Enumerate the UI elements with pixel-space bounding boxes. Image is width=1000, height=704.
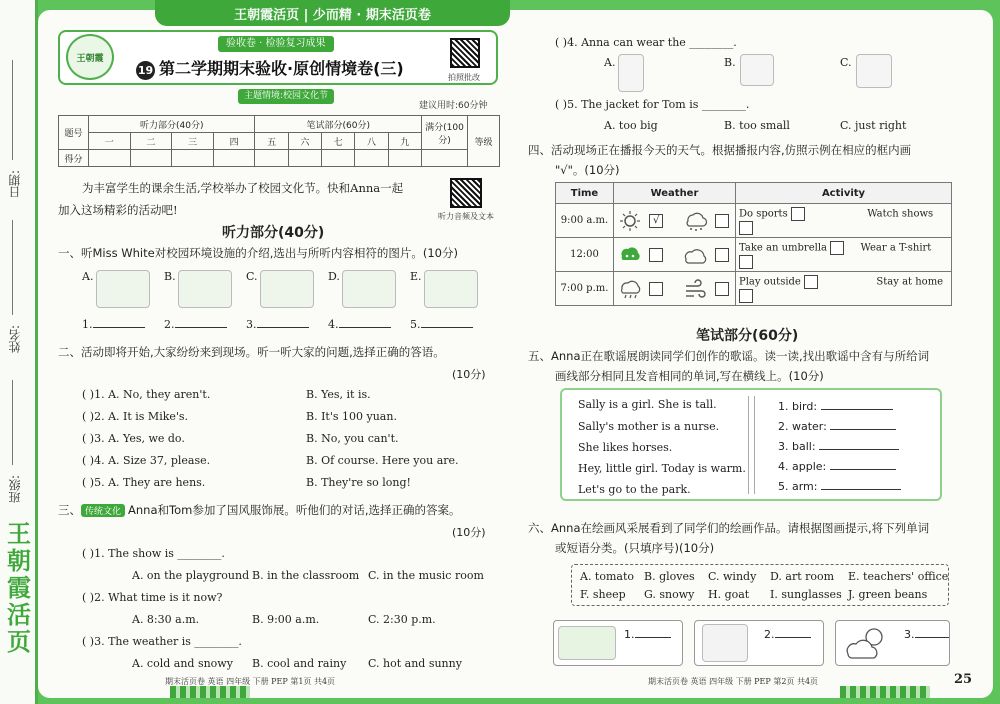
word-bank-item: H. goat: [708, 588, 750, 601]
word-answer-1[interactable]: [778, 400, 893, 413]
q3-item-1-a: A. on the playground: [132, 569, 250, 582]
word-answer-3[interactable]: [778, 440, 899, 453]
time-cell: 7:00 p.m.: [556, 272, 614, 306]
q1-answer-1[interactable]: [82, 318, 145, 331]
q3-item-4-b: B.: [724, 56, 736, 69]
score-header-number: 题号: [59, 116, 89, 150]
q3-item-4[interactable]: ( )4. Anna can wear the ________.: [555, 36, 737, 49]
q1-letter-c: C.: [246, 270, 258, 283]
score-cell[interactable]: [422, 150, 468, 167]
time-suggestion: 建议用时:60分钟: [419, 101, 488, 111]
activity-1: Do sports: [739, 208, 788, 219]
q3-item-5[interactable]: ( )5. The jacket for Tom is ________.: [555, 98, 750, 111]
tshirt-image: [740, 54, 774, 86]
score-header-full: 满分(100分): [422, 116, 468, 150]
score-cell[interactable]: [322, 150, 355, 167]
picture-cow-image: [702, 624, 748, 662]
q3-points: (10分): [452, 526, 486, 539]
activity-1: Take an umbrella: [739, 242, 827, 253]
q3-item-3-c: C. hot and sunny: [368, 657, 462, 670]
weather-table: [555, 182, 952, 306]
weather-header-time: Time: [556, 183, 614, 204]
q1-title: 一、听Miss White对校园环境设施的介绍,选出与所听内容相符的图片。(10分): [58, 246, 458, 260]
classify-num: 2.: [764, 628, 775, 641]
q2-item-4-a[interactable]: ( )4. A. Size 37, please.: [82, 454, 211, 467]
weather-cell: [614, 272, 736, 306]
word-label: 2. water:: [778, 420, 827, 433]
song-line-5: Let's go to the park.: [578, 483, 691, 496]
date-line: [12, 60, 13, 160]
sub-tag: 验收卷 · 检验复习成果: [218, 36, 334, 52]
score-header-writing: 笔试部分(60分): [255, 116, 422, 133]
score-col: 七: [322, 133, 355, 150]
q3-item-3[interactable]: ( )3. The weather is ________.: [82, 635, 242, 648]
q2-item-5-a[interactable]: ( )5. A. They are hens.: [82, 476, 206, 489]
sunny-icon: [617, 210, 643, 232]
q3-title: [58, 502, 460, 518]
score-col: 三: [172, 133, 214, 150]
score-row-label: 得分: [59, 150, 89, 167]
song-line-3: She likes horses.: [578, 441, 673, 454]
checkbox-take-umbrella[interactable]: [830, 241, 844, 255]
date-label: 日期:: [8, 170, 22, 199]
word-bank-item: C. windy: [708, 570, 757, 583]
sidebar-brand: 王朝霞活页: [7, 519, 31, 656]
word-answer-4[interactable]: [778, 460, 896, 473]
score-cell[interactable]: [355, 150, 388, 167]
picture-scene-e: [424, 270, 478, 308]
q5-title-1: 五、Anna正在歌谣展朗读同学们创作的歌谣。读一读,找出歌谣中含有与所给词: [528, 349, 930, 363]
q3-item-2[interactable]: ( )2. What time is it now?: [82, 591, 223, 604]
cloudy-icon: [682, 244, 708, 266]
q2-item-3-b: B. No, you can't.: [306, 432, 399, 445]
word-bank-item: J. green beans: [848, 588, 928, 601]
theme-tag: 主题情境:校园文化节: [238, 89, 334, 104]
weather-header-weather: Weather: [614, 183, 736, 204]
q6-title-1: 六、Anna在绘画风采展看到了同学们的绘画作品。请根据图画提示,将下列单词: [528, 521, 930, 535]
checkbox-stay-home[interactable]: [739, 289, 753, 303]
word-label: 5. arm:: [778, 480, 818, 493]
qr-code-audio: [450, 178, 482, 208]
exam-title-text: 第二学期期末验收·原创情境卷(三): [159, 59, 404, 78]
word-answer-2[interactable]: [778, 420, 896, 433]
exam-title: [136, 56, 436, 80]
weather-cell: [614, 204, 736, 238]
classify-num: 1.: [624, 628, 635, 641]
q3-item-2-a: A. 8:30 a.m.: [132, 613, 200, 626]
q3-item-5-a: A. too big: [604, 119, 658, 132]
hanfu-robe-image: [618, 54, 644, 92]
q1-letter-b: B.: [164, 270, 176, 283]
activity-cell: [736, 238, 952, 272]
deco-bar-left: [170, 686, 250, 698]
q1-letter-e: E.: [410, 270, 422, 283]
q4-title-1: 四、活动现场正在播报今天的天气。根据播报内容,仿照示例在相应的框内画: [528, 143, 912, 157]
intro-line1: 为丰富学生的课余生活,学校举办了校园文化节。快和Anna一起: [82, 181, 404, 195]
q2-item-5-b: B. They're so long!: [306, 476, 411, 489]
exam-number: 19: [136, 61, 155, 80]
activity-1: Play outside: [739, 276, 801, 287]
score-col: 一: [89, 133, 131, 150]
brand-band: 王朝霞活页 | 少而精 · 期末活页卷: [155, 0, 510, 26]
class-line: [12, 380, 13, 465]
classify-answer-1[interactable]: [624, 628, 671, 641]
qr-label-audio: 听力音频及文本: [438, 212, 494, 221]
score-cell[interactable]: [213, 150, 255, 167]
q3-item-3-b: B. cool and rainy: [252, 657, 347, 670]
q4-title-2: "√"。(10分): [555, 163, 620, 177]
q3-item-4-a: A.: [604, 56, 616, 69]
footer-left: 期末活页卷 英语 四年级 下册 PEP 第1页 共4页: [165, 677, 336, 686]
checkbox-wear-tshirt[interactable]: [739, 255, 753, 269]
activity-2: Stay at home: [876, 276, 944, 287]
intro-line2: 加入这场精彩的活动吧!: [58, 203, 178, 217]
score-cell[interactable]: [130, 150, 172, 167]
footer-right: 期末活页卷 英语 四年级 下册 PEP 第2页 共4页: [648, 677, 819, 686]
score-col: 六: [288, 133, 321, 150]
q1-answer-4[interactable]: [328, 318, 391, 331]
activity-2: Wear a T-shirt: [860, 242, 932, 253]
q1-num: 5.: [410, 318, 421, 331]
q3-item-1-b: B. in the classroom: [252, 569, 360, 582]
time-cell: 12:00: [556, 238, 614, 272]
name-line: [12, 220, 13, 315]
q2-item-2-a[interactable]: ( )2. A. It is Mike's.: [82, 410, 189, 423]
word-bank-item: I. sunglasses: [770, 588, 842, 601]
weather-cell: [614, 238, 736, 272]
song-line-2: Sally's mother is a nurse.: [578, 420, 720, 433]
classify-answer-3[interactable]: [904, 628, 949, 641]
score-cell[interactable]: [255, 150, 288, 167]
q3-title-text: Anna和Tom参加了国风服饰展。听他们的对话,选择正确的答案。: [128, 503, 461, 517]
listening-heading: 听力部分(40分): [222, 225, 325, 241]
q3-item-5-c: C. just right: [840, 119, 907, 132]
score-header-grade: 等级: [468, 116, 500, 167]
score-cell[interactable]: [89, 150, 131, 167]
word-answer-5[interactable]: [778, 480, 901, 493]
q3-item-1-c: C. in the music room: [368, 569, 484, 582]
picture-sign-image: [558, 626, 616, 660]
score-col: 四: [213, 133, 255, 150]
word-bank-item: D. art room: [770, 570, 835, 583]
activity-cell: [736, 204, 952, 238]
windy-icon: [682, 278, 708, 300]
score-header-listening: 听力部分(40分): [89, 116, 255, 133]
q2-item-2-b: B. It's 100 yuan.: [306, 410, 397, 423]
q3-item-5-b: B. too small: [724, 119, 790, 132]
qr-code-grading: [450, 38, 480, 68]
word-bank-item: A. tomato: [580, 570, 635, 583]
checkbox-watch-shows[interactable]: [739, 221, 753, 235]
rain-cloud-icon: [617, 244, 643, 266]
word-bank-item: E. teachers' office: [848, 570, 949, 583]
word-label: 1. bird:: [778, 400, 818, 413]
classify-num: 3.: [904, 628, 915, 641]
song-line-4: Hey, little girl. Today is warm.: [578, 462, 746, 475]
score-col: 八: [355, 133, 388, 150]
checkbox-cloudy[interactable]: [715, 248, 729, 262]
picture-scene-c: [260, 270, 314, 308]
checkbox-play-outside[interactable]: [804, 275, 818, 289]
checkbox-rainy[interactable]: [715, 214, 729, 228]
q1-letter-a: A.: [82, 270, 94, 283]
checkbox-do-sports[interactable]: [791, 207, 805, 221]
rainy-icon: [617, 278, 643, 300]
picture-cloud-sun-image: [842, 624, 892, 662]
score-cell[interactable]: [388, 150, 421, 167]
q2-title: 二、活动即将开始,大家纷纷来到现场。听一听大家的问题,选择正确的答语。: [58, 345, 445, 359]
word-label: 3. ball:: [778, 440, 816, 453]
writing-heading: 笔试部分(60分): [696, 328, 799, 344]
deco-bar-right: [840, 686, 930, 698]
checkbox-windy[interactable]: [715, 282, 729, 296]
q5-title-2: 画线部分相同且发音相同的单词,写在横线上。(10分): [555, 369, 824, 383]
q3-prefix: 三、: [58, 503, 81, 517]
q2-item-4-b: B. Of course. Here you are.: [306, 454, 459, 467]
traditional-culture-tag: 传统文化: [81, 504, 125, 517]
checkbox-rain[interactable]: [649, 248, 663, 262]
score-col: 五: [255, 133, 288, 150]
q1-answer-5[interactable]: [410, 318, 473, 331]
q3-item-3-a: A. cold and snowy: [132, 657, 233, 670]
q1-answer-3[interactable]: [246, 318, 309, 331]
q2-item-1-a[interactable]: ( )1. A. No, they aren't.: [82, 388, 211, 401]
q3-item-2-b: B. 9:00 a.m.: [252, 613, 320, 626]
song-line-1: Sally is a girl. She is tall.: [578, 398, 717, 411]
picture-scene-d: [342, 270, 396, 308]
q1-answer-2[interactable]: [164, 318, 227, 331]
q1-num: 2.: [164, 318, 175, 331]
word-bank-item: G. snowy: [644, 588, 695, 601]
q1-num: 1.: [82, 318, 93, 331]
q2-item-3-a[interactable]: ( )3. A. Yes, we do.: [82, 432, 185, 445]
weather-header-activity: Activity: [736, 183, 952, 204]
page-number: 25: [954, 672, 973, 687]
rainy-snowy-icon: [682, 210, 708, 232]
score-cell[interactable]: [288, 150, 321, 167]
qr-label-grading: 拍照批改: [448, 73, 480, 82]
checkbox-sunny[interactable]: √: [649, 214, 663, 228]
q2-points: (10分): [452, 368, 486, 381]
score-cell[interactable]: [172, 150, 214, 167]
q6-title-2: 或短语分类。(只填序号)(10分): [555, 541, 715, 555]
q1-letter-d: D.: [328, 270, 340, 283]
checkbox-rainy-night[interactable]: [649, 282, 663, 296]
classify-answer-2[interactable]: [764, 628, 811, 641]
word-bank-item: F. sheep: [580, 588, 626, 601]
sidebar: [0, 0, 38, 704]
score-col: 九: [388, 133, 421, 150]
q1-num: 3.: [246, 318, 257, 331]
score-table: [58, 115, 500, 167]
pleated-skirt-image: [856, 54, 892, 88]
brand-logo: 王朝霞: [66, 34, 114, 80]
name-label: 姓名:: [8, 325, 22, 354]
time-cell: 9:00 a.m.: [556, 204, 614, 238]
word-bank-item: B. gloves: [644, 570, 695, 583]
activity-2: Watch shows: [867, 208, 934, 219]
q2-item-1-b: B. Yes, it is.: [306, 388, 371, 401]
score-col: 二: [130, 133, 172, 150]
picture-scene-b: [178, 270, 232, 308]
class-label: 班级:: [8, 475, 22, 504]
q3-item-2-c: C. 2:30 p.m.: [368, 613, 436, 626]
activity-cell: [736, 272, 952, 306]
q3-item-4-c: C.: [840, 56, 852, 69]
q3-item-1[interactable]: ( )1. The show is ________.: [82, 547, 225, 560]
word-label: 4. apple:: [778, 460, 827, 473]
picture-scene-a: [96, 270, 150, 308]
q1-num: 4.: [328, 318, 339, 331]
